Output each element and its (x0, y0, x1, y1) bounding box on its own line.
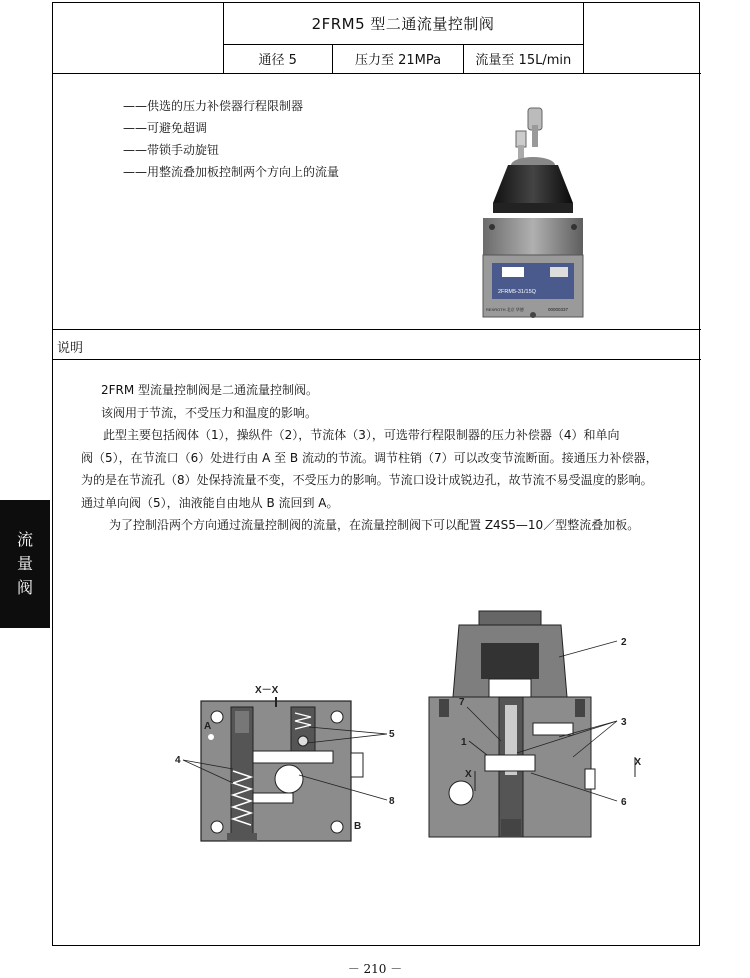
desc-line: 此型主要包括阀体（1），操纵件（2），节流体（3），可选带行程限制器的压力补偿器（4）和单向 (103, 428, 620, 442)
desc-line: 通过单向阀（5），油液能自由地从 B 流回到 A。 (81, 495, 339, 510)
section-diagram-right (409, 605, 641, 841)
header-divider (53, 73, 701, 74)
callout-5: 5 (389, 729, 395, 740)
spec-diameter: 通径 5 (223, 44, 333, 73)
section-mark-x-left: X (465, 769, 472, 780)
callout-2: 2 (621, 637, 627, 648)
section-divider-bottom (53, 359, 701, 360)
callout-1: 1 (461, 737, 467, 748)
desc-line: 为的是在节流孔（8）处保持流量不变，不受压力的影响。节流口设计成锐边孔，故节流不易受温度的影响。 (81, 473, 653, 487)
section-label: 说明 (57, 341, 84, 356)
callout-3: 3 (621, 717, 627, 728)
section-divider-top (53, 329, 701, 330)
spec-flow: 流量至 15L/min (475, 53, 572, 68)
page-frame (52, 2, 700, 946)
valve-body (483, 218, 583, 255)
nameplate-serial: 00000337 (548, 307, 569, 312)
desc-line: 该阀用于节流，不受压力和温度的影响。 (101, 405, 318, 420)
feature-item: ——带锁手动旋钮 (123, 143, 220, 157)
callout-7: 7 (459, 697, 465, 708)
desc-line: 阀（5），在节流口（6）处进行由 A 至 B 流动的节流。调节柱销（7）可以改变节流断面。接通压力补偿器， (81, 450, 658, 465)
section-label-xx: X－X (255, 685, 279, 696)
feature-item: ——供选的压力补偿器行程限制器 (123, 99, 304, 113)
callout-6: 6 (621, 797, 627, 808)
product-title: 2FRM5 型二通流量控制阀 (223, 3, 584, 45)
side-tab (0, 500, 50, 628)
port-a-label: A (204, 721, 212, 732)
nameplate-small: REXROTH 北京 华德 (486, 307, 524, 312)
lock-knob (493, 165, 573, 203)
feature-item: ——可避免超调 (123, 121, 208, 135)
page-number: － 210 － (347, 962, 403, 976)
port-b-label: B (354, 821, 362, 832)
description (81, 379, 691, 537)
product-photo (478, 103, 588, 325)
spec-row (223, 44, 584, 73)
desc-line: 2FRM 型流量控制阀是二通流量控制阀。 (101, 383, 319, 397)
side-tab-char: 量 (16, 554, 33, 573)
spec-pressure: 压力至 21MPa (333, 44, 463, 73)
callout-8: 8 (389, 796, 395, 807)
side-tab-char: 流 (16, 530, 33, 549)
section-mark-x-right: X (634, 757, 641, 768)
header-right-cell (583, 3, 701, 73)
section-diagram-left (171, 679, 401, 849)
key-icon (516, 108, 542, 165)
callout-4: 4 (175, 755, 181, 766)
nameplate-model: 2FRM5-31/15Q (498, 289, 536, 295)
feature-list (123, 95, 339, 183)
desc-line: 为了控制沿两个方向通过流量控制阀的流量，在流量控制阀下可以配置 Z4S5—10／型整流叠加板。 (109, 518, 640, 532)
side-tab-char: 阀 (16, 578, 33, 597)
valve-block (201, 701, 351, 841)
feature-item: ——用整流叠加板控制两个方向上的流量 (123, 165, 340, 179)
header-left-cell (53, 3, 224, 73)
